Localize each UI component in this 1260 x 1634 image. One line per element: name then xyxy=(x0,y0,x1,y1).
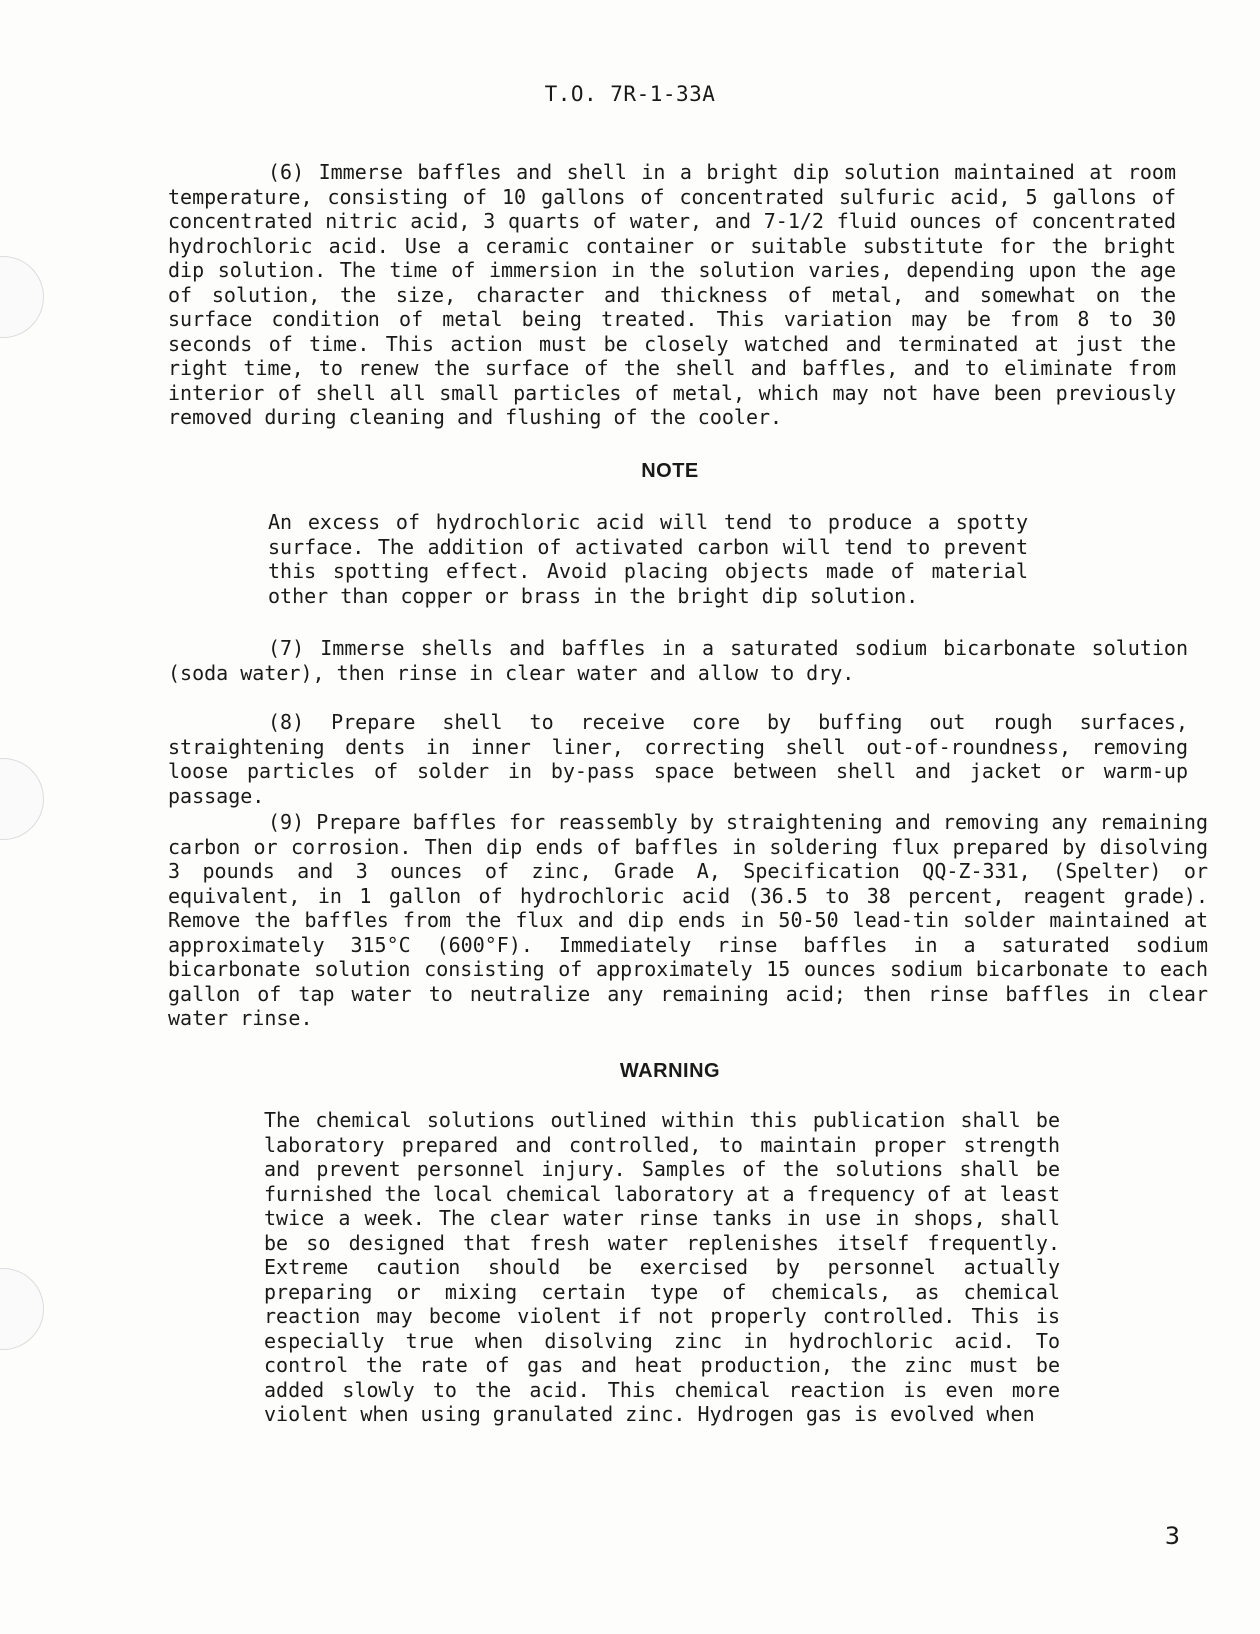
paragraph-6: (6) Immerse baffles and shell in a bright dip solution maintained at room temperature, consisting of 10 gallons of concentrated sulfuric acid, 5 gallons of concentrated nitric acid, 3 quarts of water, and 7-1/2 fluid ounces of concentrated hydrochloric acid. Use a ceramic container or suitable substitute for the bright dip solution. The time of immersion in the solution varies, depending upon the age of solution, the size, character and thickness of metal, and somewhat on the surface condition of metal being treated. This variation may be from 8 to 30 seconds of time. This action must be closely watched and terminated at just the right time, to renew the surface of the shell and baffles, and to eliminate from interior of shell all small particles of metal, which may not have been previously removed during cleaning and flushing of the cooler. xyxy=(168,160,1176,429)
paragraph-7: (7) Immerse shells and baffles in a saturated sodium bicarbonate solution (soda water), then rinse in clear water and allow to dry. xyxy=(168,636,1188,685)
paragraph-8: (8) Prepare shell to receive core by buffing out rough surfaces, straightening dents in inner liner, correcting shell out-of-roundness, removing loose particles of solder in by-pass space between shell and jacket or warm-up passage. xyxy=(168,710,1188,808)
warning-text: The chemical solutions outlined within this publication shall be laboratory prepared and controlled, to maintain proper strength and prevent personnel injury. Samples of the solutions shall be furnished the local chemical laboratory at a frequency of at least twice a week. The clear water rinse tanks in use in shops, shall be so designed that fresh water replenishes itself frequently. Extreme caution should be exercised by personnel actually preparing or mixing certain type of chemicals, as chemical reaction may become violent if not properly controlled. This is especially true when disolving zinc in hydrochloric acid. To control the rate of gas and heat production, the zinc must be added slowly to the acid. This chemical reaction is even more violent when using granulated zinc. Hydrogen gas is evolved when xyxy=(264,1108,1060,1426)
note-heading: NOTE xyxy=(641,460,699,482)
paragraph-9: (9) Prepare baffles for reassembly by straightening and removing any remaining carbon or corrosion. Then dip ends of baffles in soldering flux prepared by disolving 3 pounds and 3 ounces of zinc, Grade A, Specification QQ-Z-331, (Spelter) or equivalent, in 1 gallon of hydrochloric acid (36.5 to 38 percent, reagent grade). Remove the baffles from the flux and dip ends in 50-50 lead-tin solder maintained at approximately 315°C (600°F). Immediately rinse baffles in a saturated sodium bicarbonate solution consisting of approximately 15 ounces sodium bicarbonate to each gallon of tap water to neutralize any remaining acid; then rinse baffles in clear water rinse. xyxy=(168,810,1208,1030)
punch-hole-bottom xyxy=(0,1268,44,1350)
note-text: An excess of hydrochloric acid will tend to produce a spotty surface. The addition of activated carbon will tend to prevent this spotting effect. Avoid placing objects made of material other than copper or brass in the bright dip solution. xyxy=(268,510,1028,608)
punch-hole-middle xyxy=(0,758,44,840)
page-number: 3 xyxy=(1164,1522,1180,1550)
document-number: T.O. 7R-1-33A xyxy=(544,82,716,106)
warning-heading: WARNING xyxy=(619,1060,721,1082)
punch-hole-top xyxy=(0,256,44,338)
